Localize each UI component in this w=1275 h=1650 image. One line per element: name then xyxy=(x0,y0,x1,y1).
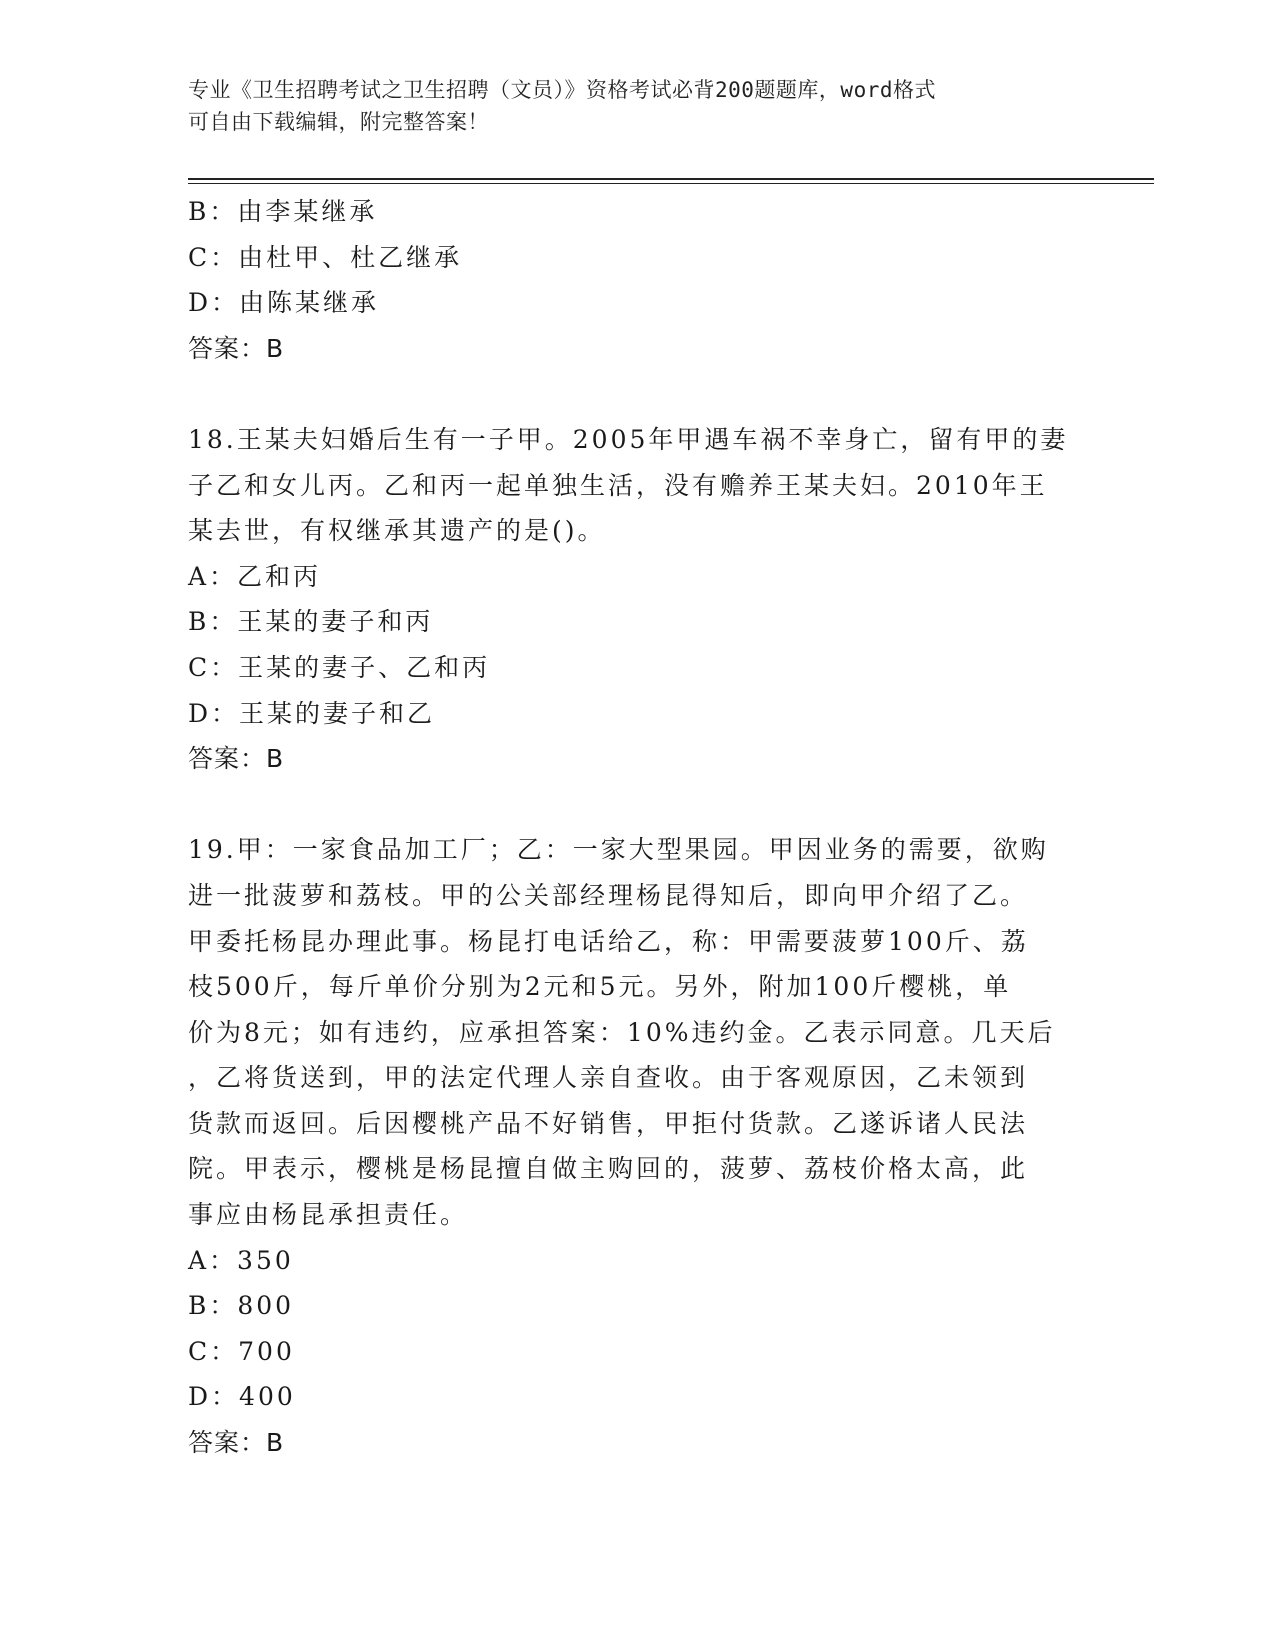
header-title-line-2: 可自由下载编辑，附完整答案！ xyxy=(188,110,489,134)
question-stem-line: 甲委托杨昆办理此事。杨昆打电话给乙，称：甲需要菠萝100斤、荔 xyxy=(188,926,1029,956)
document-body xyxy=(188,189,1088,1466)
option-d: D：王某的妻子和乙 xyxy=(188,698,436,728)
question-stem-line: 院。甲表示，樱桃是杨昆擅自做主购回的，菠萝、荔枝价格太高，此 xyxy=(188,1154,1029,1184)
question-stem-line: 进一批菠萝和荔枝。甲的公关部经理杨昆得知后，即向甲介绍了乙。 xyxy=(188,880,1029,910)
question-17-tail xyxy=(188,189,1088,371)
option-d: D：由陈某继承 xyxy=(188,288,380,318)
header-divider-thick xyxy=(188,178,1154,180)
answer-line: 答案：B xyxy=(188,744,285,774)
answer-line: 答案：B xyxy=(188,1428,285,1458)
question-stem-line: 某去世，有权继承其遗产的是()。 xyxy=(188,516,606,546)
question-stem-line: 事应由杨昆承担责任。 xyxy=(188,1200,469,1230)
question-stem-line: 18.王某夫妇婚后生有一子甲。2005年甲遇车祸不幸身亡，留有甲的妻 xyxy=(188,424,1069,454)
question-stem-line: ，乙将货送到，甲的法定代理人亲自查收。由于客观原因，乙未领到 xyxy=(188,1063,1029,1093)
question-stem-line: 价为8元；如有违约，应承担答案：10%违约金。乙表示同意。几天后 xyxy=(188,1017,1056,1047)
question-stem-line: 子乙和女儿丙。乙和丙一起单独生活，没有赡养王某夫妇。2010年王 xyxy=(188,470,1048,500)
header-title-line-1: 专业《卫生招聘考试之卫生招聘（文员）》资格考试必背200题题库，word格式 xyxy=(188,78,936,102)
option-c: C：由杜甲、杜乙继承 xyxy=(188,242,463,272)
option-b: B：由李某继承 xyxy=(188,197,378,226)
option-b: B：800 xyxy=(188,1291,295,1321)
question-stem-line: 枝500斤，每斤单价分别为2元和5元。另外，附加100斤樱桃，单 xyxy=(188,972,1012,1002)
option-c: C：王某的妻子、乙和丙 xyxy=(188,652,491,682)
question-stem-line: 19.甲：一家食品加工厂；乙：一家大型果园。甲因业务的需要，欲购 xyxy=(188,835,1049,865)
option-a: A：乙和丙 xyxy=(188,561,322,591)
option-d: D：400 xyxy=(188,1382,296,1412)
question-18 xyxy=(188,417,1088,782)
option-b: B：王某的妻子和丙 xyxy=(188,607,434,637)
option-c: C：700 xyxy=(188,1336,295,1366)
answer-line: 答案：B xyxy=(188,333,285,363)
question-stem-line: 货款而返回。后因樱桃产品不好销售，甲拒付货款。乙遂诉诸人民法 xyxy=(188,1108,1029,1138)
document-header xyxy=(188,74,1068,138)
option-a: A：350 xyxy=(188,1245,294,1275)
question-19 xyxy=(188,827,1088,1465)
header-divider-thin xyxy=(188,183,1154,184)
